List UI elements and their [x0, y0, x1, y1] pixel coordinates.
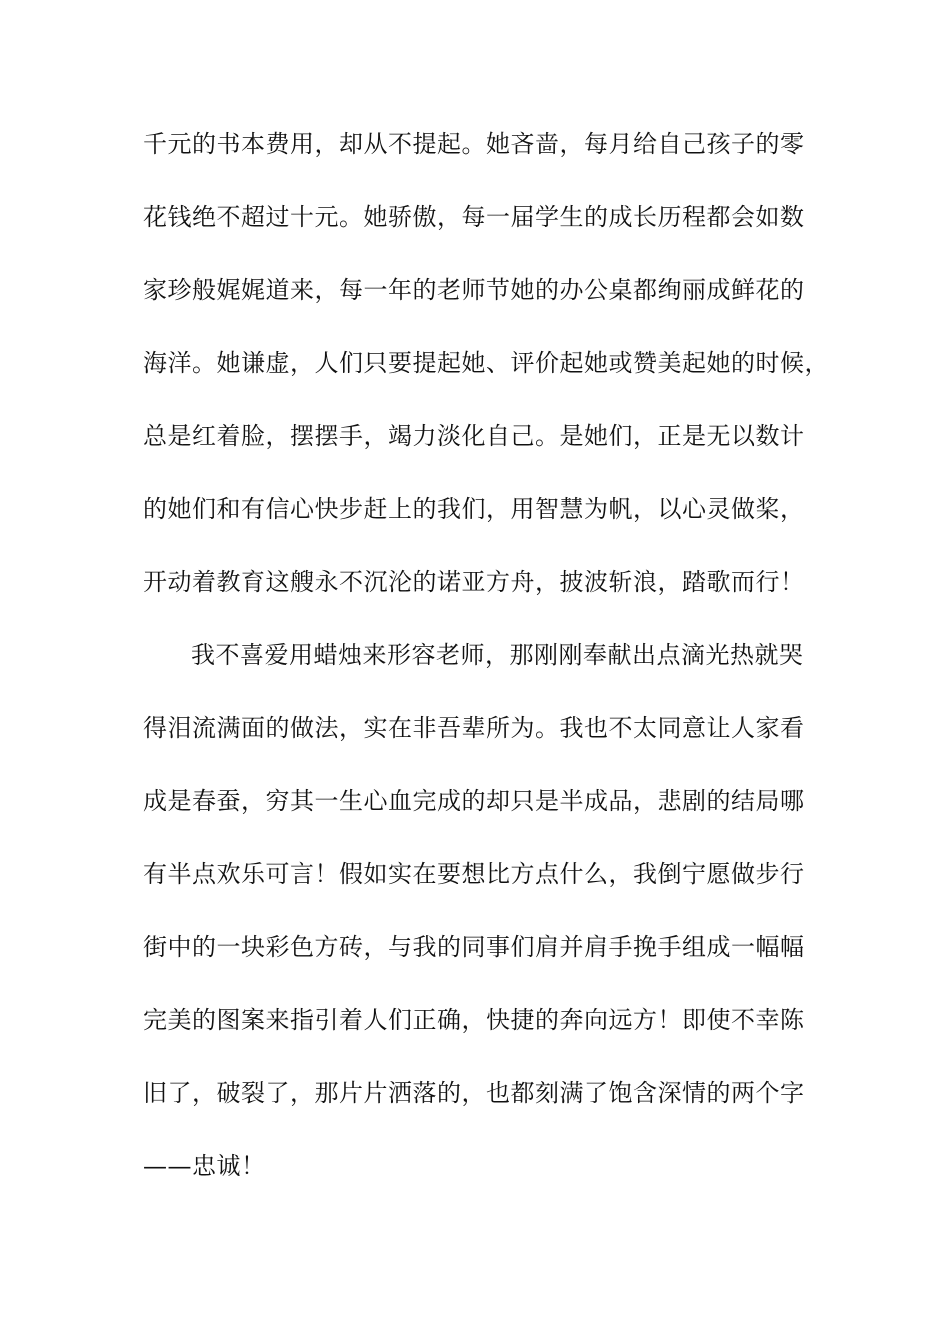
- text-line: 千元的书本费用，却从不提起。她吝啬，每月给自己孩子的零: [143, 130, 805, 158]
- text-line: 得泪流满面的做法，实在非吾辈所为。我也不太同意让人家看: [143, 714, 805, 742]
- text-line: 完美的图案来指引着人们正确，快捷的奔向远方！即使不幸陈: [143, 1006, 805, 1034]
- text-line: 街中的一块彩色方砖，与我的同事们肩并肩手挽手组成一幅幅: [143, 933, 805, 961]
- text-line: 花钱绝不超过十元。她骄傲，每一届学生的成长历程都会如数: [143, 203, 805, 231]
- text-line: 开动着教育这艘永不沉沦的诺亚方舟，披波斩浪，踏歌而行！: [143, 568, 805, 596]
- text-line: 有半点欢乐可言！假如实在要想比方点什么，我倒宁愿做步行: [143, 860, 805, 888]
- text-line: 旧了，破裂了，那片片洒落的，也都刻满了饱含深情的两个字: [143, 1079, 805, 1107]
- text-line: 海洋。她谦虚，人们只要提起她、评价起她或赞美起她的时候，: [143, 349, 829, 377]
- text-line: 总是红着脸，摆摆手，竭力淡化自己。是她们，正是无以数计: [143, 422, 805, 450]
- text-line: ——忠诚！: [143, 1152, 266, 1180]
- text-line: 家珍般娓娓道来，每一年的老师节她的办公桌都绚丽成鲜花的: [143, 276, 805, 304]
- paragraph-first-line: 我不喜爱用蜡烛来形容老师，那刚刚奉献出点滴光热就哭: [191, 641, 804, 669]
- text-line: 成是春蚕，穷其一生心血完成的却只是半成品，悲剧的结局哪: [143, 787, 805, 815]
- text-line: 的她们和有信心快步赶上的我们，用智慧为帆，以心灵做桨，: [143, 495, 805, 523]
- body-text: [143, 130, 829, 1227]
